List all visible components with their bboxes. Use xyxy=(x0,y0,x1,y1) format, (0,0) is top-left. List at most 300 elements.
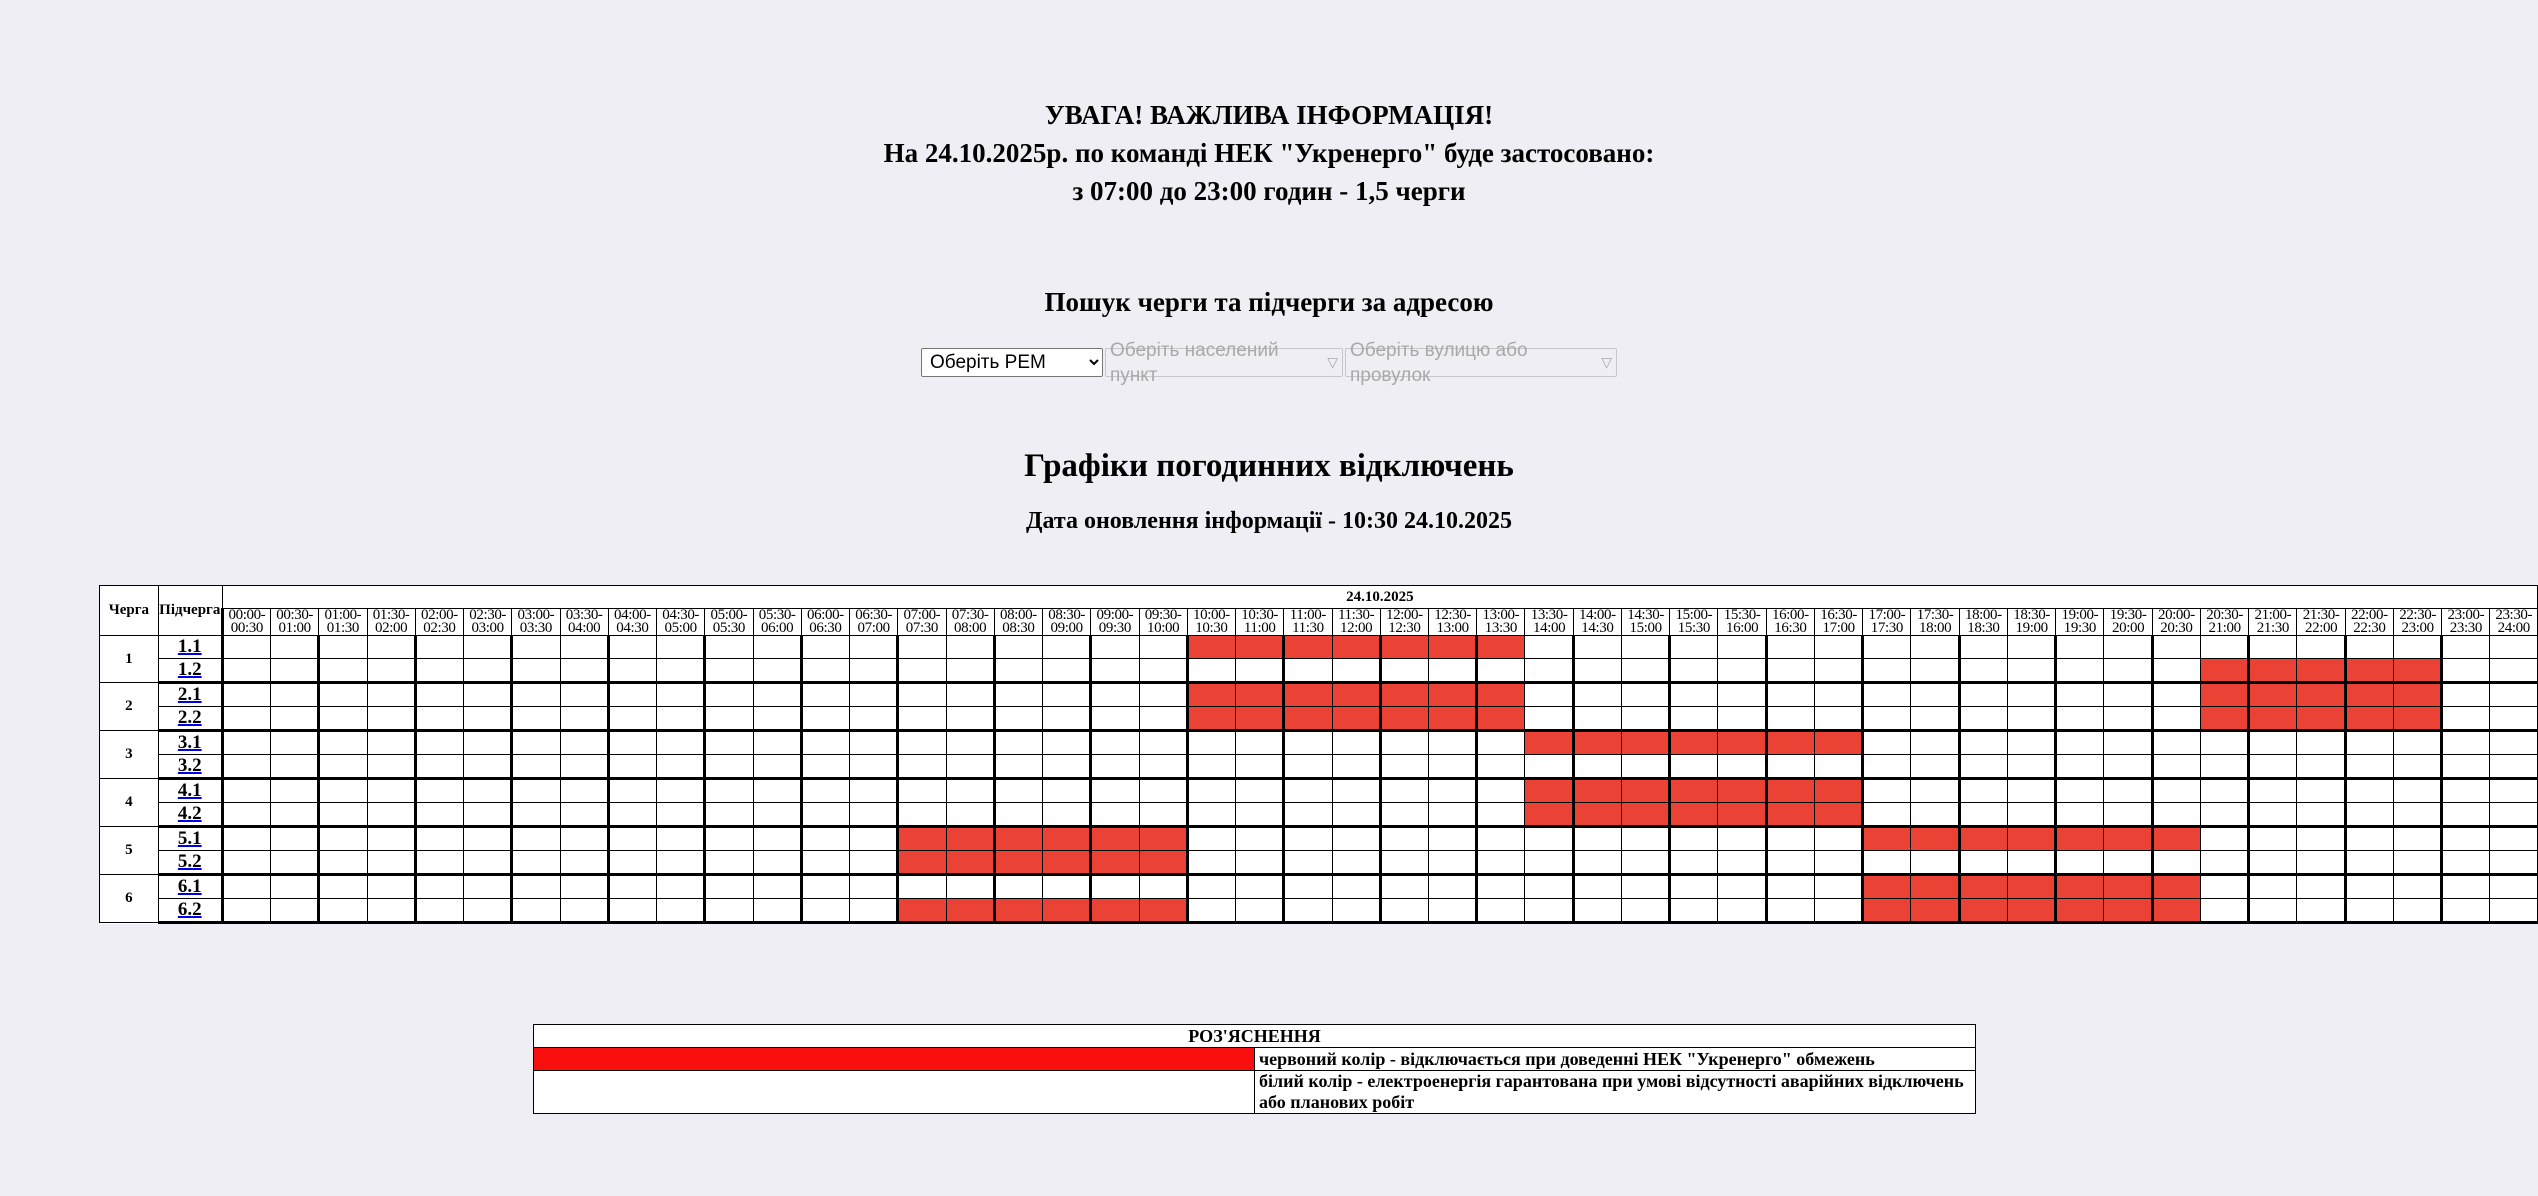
time-slot-header: 22:30- 23:00 xyxy=(2393,609,2441,636)
power-on-cell xyxy=(1814,827,1862,851)
power-on-cell xyxy=(2442,659,2490,683)
power-on-cell xyxy=(222,636,270,659)
time-slot-header: 03:00- 03:30 xyxy=(512,609,560,636)
outage-cell xyxy=(1043,899,1091,923)
power-on-cell xyxy=(850,875,898,899)
outage-cell xyxy=(2104,875,2152,899)
subqueue-link[interactable]: 3.1 xyxy=(177,732,202,753)
power-on-cell xyxy=(2442,899,2490,923)
power-on-cell xyxy=(994,659,1042,683)
announcement-line-2: На 24.10.2025р. по команді НЕК "Укренерго" буде застосовано: xyxy=(883,138,1655,168)
power-on-cell xyxy=(1428,851,1476,875)
power-on-cell xyxy=(1043,803,1091,827)
power-on-cell xyxy=(1959,779,2007,803)
outage-cell xyxy=(1573,779,1621,803)
subqueue-link[interactable]: 5.2 xyxy=(177,851,202,872)
schedule-update-date: Дата оновлення інформації - 10:30 24.10.2025 xyxy=(1025,508,1513,534)
time-slot-header: 21:00- 21:30 xyxy=(2249,609,2297,636)
power-on-cell xyxy=(1284,731,1332,755)
power-on-cell xyxy=(1863,683,1911,707)
outage-cell xyxy=(1621,731,1669,755)
power-on-cell xyxy=(271,899,319,923)
power-on-cell xyxy=(1718,636,1766,659)
subqueue-cell[interactable] xyxy=(158,899,222,923)
outage-cell xyxy=(2007,899,2055,923)
outage-cell xyxy=(2249,707,2297,731)
subqueue-cell[interactable] xyxy=(158,731,222,755)
power-on-cell xyxy=(1621,636,1669,659)
subqueue-link[interactable]: 3.2 xyxy=(177,755,202,776)
power-on-cell xyxy=(2200,851,2248,875)
legend-title: РОЗ'ЯСНЕННЯ xyxy=(534,1025,1976,1048)
subqueue-cell[interactable] xyxy=(158,707,222,731)
power-on-cell xyxy=(1428,803,1476,827)
power-on-cell xyxy=(1718,827,1766,851)
power-on-cell xyxy=(1043,755,1091,779)
power-on-cell xyxy=(271,683,319,707)
power-on-cell xyxy=(512,803,560,827)
power-on-cell xyxy=(1621,827,1669,851)
power-on-cell xyxy=(2345,803,2393,827)
subqueue-cell[interactable] xyxy=(158,636,222,659)
time-slot-header: 13:00- 13:30 xyxy=(1477,609,1525,636)
subqueue-cell[interactable] xyxy=(158,827,222,851)
street-select[interactable] xyxy=(1345,339,1617,386)
power-on-cell xyxy=(2442,803,2490,827)
power-on-cell xyxy=(850,827,898,851)
power-on-cell xyxy=(1814,851,1862,875)
outage-cell xyxy=(946,827,994,851)
power-on-cell xyxy=(271,851,319,875)
power-on-cell xyxy=(898,683,946,707)
power-on-cell xyxy=(1573,875,1621,899)
power-on-cell xyxy=(1525,827,1573,851)
power-on-cell xyxy=(1428,755,1476,779)
outage-cell xyxy=(1332,683,1380,707)
power-on-cell xyxy=(753,755,801,779)
power-on-cell xyxy=(1043,636,1091,659)
power-on-cell xyxy=(512,755,560,779)
power-on-cell xyxy=(1670,875,1718,899)
time-slot-header: 11:00- 11:30 xyxy=(1284,609,1332,636)
subqueue-cell[interactable] xyxy=(158,755,222,779)
power-on-cell xyxy=(657,803,705,827)
power-on-cell xyxy=(2442,779,2490,803)
subqueue-cell[interactable] xyxy=(158,683,222,707)
power-on-cell xyxy=(1139,707,1187,731)
time-slot-header: 11:30- 12:00 xyxy=(1332,609,1380,636)
power-on-cell xyxy=(1573,659,1621,683)
power-on-cell xyxy=(2345,851,2393,875)
power-on-cell xyxy=(1814,636,1862,659)
outage-cell xyxy=(1428,707,1476,731)
power-on-cell xyxy=(1332,851,1380,875)
outage-cell xyxy=(2152,899,2200,923)
power-on-cell xyxy=(2007,731,2055,755)
power-on-cell xyxy=(801,636,849,659)
announcement-line-3: з 07:00 до 23:00 годин - 1,5 черги xyxy=(1072,176,1466,206)
power-on-cell xyxy=(2007,707,2055,731)
street-select-label: Оберіть вулицю або провулок xyxy=(1350,339,1528,386)
time-slot-header: 22:00- 22:30 xyxy=(2345,609,2393,636)
schedule-slot-row xyxy=(100,609,2538,636)
power-on-cell xyxy=(560,707,608,731)
power-on-cell xyxy=(222,827,270,851)
rem-select[interactable] xyxy=(921,348,1103,377)
schedule-row xyxy=(100,875,2538,899)
power-on-cell xyxy=(1043,707,1091,731)
schedule-row xyxy=(100,755,2538,779)
power-on-cell xyxy=(850,683,898,707)
subqueue-link[interactable]: 5.1 xyxy=(177,828,202,849)
power-on-cell xyxy=(319,683,367,707)
power-on-cell xyxy=(560,827,608,851)
power-on-cell xyxy=(2345,875,2393,899)
power-on-cell xyxy=(1863,779,1911,803)
power-on-cell xyxy=(367,875,415,899)
power-on-cell xyxy=(1236,731,1284,755)
power-on-cell xyxy=(1139,731,1187,755)
outage-cell xyxy=(1911,875,1959,899)
outage-cell xyxy=(1139,827,1187,851)
power-on-cell xyxy=(946,755,994,779)
power-on-cell xyxy=(1236,755,1284,779)
power-on-cell xyxy=(367,851,415,875)
subqueue-link[interactable]: 1.1 xyxy=(177,636,202,657)
power-on-cell xyxy=(1236,659,1284,683)
power-on-cell xyxy=(2007,755,2055,779)
time-slot-header: 23:30- 24:00 xyxy=(2490,609,2538,636)
power-on-cell xyxy=(657,899,705,923)
power-on-cell xyxy=(415,731,463,755)
power-on-cell xyxy=(1863,803,1911,827)
power-on-cell xyxy=(2152,803,2200,827)
outage-cell xyxy=(1863,827,1911,851)
power-on-cell xyxy=(415,899,463,923)
outage-cell xyxy=(1525,731,1573,755)
power-on-cell xyxy=(1621,851,1669,875)
subqueue-link[interactable]: 1.2 xyxy=(177,659,202,680)
power-on-cell xyxy=(2490,803,2538,827)
outage-cell xyxy=(1718,803,1766,827)
outage-cell xyxy=(994,899,1042,923)
power-on-cell xyxy=(1139,803,1187,827)
outage-cell xyxy=(1670,803,1718,827)
power-on-cell xyxy=(1477,731,1525,755)
power-on-cell xyxy=(2490,899,2538,923)
power-on-cell xyxy=(1670,659,1718,683)
power-on-cell xyxy=(464,731,512,755)
schedule-date-row xyxy=(100,586,2538,609)
power-on-cell xyxy=(464,875,512,899)
power-on-cell xyxy=(2056,755,2104,779)
power-on-cell xyxy=(753,851,801,875)
power-on-cell xyxy=(1911,683,1959,707)
power-on-cell xyxy=(608,731,656,755)
power-on-cell xyxy=(898,875,946,899)
time-slot-header: 20:30- 21:00 xyxy=(2200,609,2248,636)
power-on-cell xyxy=(608,899,656,923)
outage-cell xyxy=(2345,659,2393,683)
power-on-cell xyxy=(367,683,415,707)
outage-cell xyxy=(1525,803,1573,827)
power-on-cell xyxy=(994,875,1042,899)
power-on-cell xyxy=(1959,803,2007,827)
outage-cell xyxy=(1380,707,1428,731)
power-on-cell xyxy=(319,827,367,851)
power-on-cell xyxy=(512,683,560,707)
queue-number: 3 xyxy=(100,731,159,779)
power-on-cell xyxy=(657,755,705,779)
power-on-cell xyxy=(415,659,463,683)
subqueue-link[interactable]: 2.2 xyxy=(177,707,202,728)
schedule-table-container xyxy=(99,585,2538,924)
power-on-cell xyxy=(946,659,994,683)
schedule-row xyxy=(100,731,2538,755)
subqueue-cell[interactable] xyxy=(158,659,222,683)
power-on-cell xyxy=(2056,803,2104,827)
power-on-cell xyxy=(2393,899,2441,923)
settlement-select[interactable] xyxy=(1105,339,1343,386)
power-on-cell xyxy=(2249,803,2297,827)
subqueue-link[interactable]: 4.2 xyxy=(177,803,202,824)
time-slot-header: 12:00- 12:30 xyxy=(1380,609,1428,636)
outage-cell xyxy=(1091,851,1139,875)
power-on-cell xyxy=(801,731,849,755)
power-on-cell xyxy=(1187,851,1235,875)
power-on-cell xyxy=(222,779,270,803)
power-on-cell xyxy=(464,899,512,923)
subqueue-cell[interactable] xyxy=(158,851,222,875)
power-on-cell xyxy=(1863,731,1911,755)
power-on-cell xyxy=(898,779,946,803)
power-on-cell xyxy=(1284,875,1332,899)
power-on-cell xyxy=(1477,779,1525,803)
outage-cell xyxy=(1332,707,1380,731)
power-on-cell xyxy=(2007,636,2055,659)
power-on-cell xyxy=(2345,731,2393,755)
subqueue-cell[interactable] xyxy=(158,779,222,803)
power-on-cell xyxy=(801,875,849,899)
power-on-cell xyxy=(1959,731,2007,755)
search-section-title: Пошук черги та підчерги за адресою xyxy=(1044,287,1494,317)
outage-cell xyxy=(1091,827,1139,851)
power-on-cell xyxy=(946,875,994,899)
power-on-cell xyxy=(994,683,1042,707)
schedule-table xyxy=(99,585,2538,924)
power-on-cell xyxy=(1428,779,1476,803)
power-on-cell xyxy=(850,707,898,731)
power-on-cell xyxy=(2297,851,2345,875)
power-on-cell xyxy=(2393,636,2441,659)
power-on-cell xyxy=(2007,779,2055,803)
time-slot-header: 18:00- 18:30 xyxy=(1959,609,2007,636)
power-on-cell xyxy=(1428,827,1476,851)
power-on-cell xyxy=(2104,803,2152,827)
outage-cell xyxy=(1621,803,1669,827)
power-on-cell xyxy=(1718,851,1766,875)
power-on-cell xyxy=(1525,755,1573,779)
power-on-cell xyxy=(560,659,608,683)
power-on-cell xyxy=(1284,803,1332,827)
power-on-cell xyxy=(1670,707,1718,731)
power-on-cell xyxy=(1911,803,1959,827)
power-on-cell xyxy=(1959,683,2007,707)
power-on-cell xyxy=(850,899,898,923)
search-controls xyxy=(0,339,2538,386)
power-on-cell xyxy=(2249,899,2297,923)
subqueue-link[interactable]: 4.1 xyxy=(177,780,202,801)
power-on-cell xyxy=(1477,755,1525,779)
power-on-cell xyxy=(2249,636,2297,659)
power-on-cell xyxy=(464,707,512,731)
power-on-cell xyxy=(560,779,608,803)
power-on-cell xyxy=(2152,636,2200,659)
power-on-cell xyxy=(2056,731,2104,755)
power-on-cell xyxy=(608,851,656,875)
outage-cell xyxy=(2104,899,2152,923)
power-on-cell xyxy=(946,731,994,755)
power-on-cell xyxy=(1670,636,1718,659)
outage-cell xyxy=(1187,707,1235,731)
outage-cell xyxy=(1814,803,1862,827)
power-on-cell xyxy=(2152,755,2200,779)
power-on-cell xyxy=(946,707,994,731)
time-slot-header: 14:30- 15:00 xyxy=(1621,609,1669,636)
power-on-cell xyxy=(657,827,705,851)
power-on-cell xyxy=(1766,827,1814,851)
power-on-cell xyxy=(367,779,415,803)
outage-cell xyxy=(1043,827,1091,851)
power-on-cell xyxy=(1187,755,1235,779)
power-on-cell xyxy=(512,707,560,731)
power-on-cell xyxy=(464,659,512,683)
power-on-cell xyxy=(512,659,560,683)
power-on-cell xyxy=(464,636,512,659)
power-on-cell xyxy=(2490,731,2538,755)
power-on-cell xyxy=(2442,707,2490,731)
power-on-cell xyxy=(1766,755,1814,779)
subqueue-link[interactable]: 2.1 xyxy=(177,684,202,705)
power-on-cell xyxy=(2056,779,2104,803)
power-on-cell xyxy=(319,755,367,779)
time-slot-header: 14:00- 14:30 xyxy=(1573,609,1621,636)
subqueue-cell[interactable] xyxy=(158,803,222,827)
legend-title-row xyxy=(534,1025,1976,1048)
power-on-cell xyxy=(367,755,415,779)
power-on-cell xyxy=(512,636,560,659)
outage-cell xyxy=(1139,899,1187,923)
announcement-block xyxy=(0,96,2538,210)
power-on-cell xyxy=(1284,851,1332,875)
outage-cell xyxy=(1139,851,1187,875)
power-on-cell xyxy=(512,779,560,803)
power-on-cell xyxy=(705,803,753,827)
power-on-cell xyxy=(1332,731,1380,755)
legend-table-body xyxy=(534,1025,1976,1114)
power-on-cell xyxy=(946,683,994,707)
power-on-cell xyxy=(1091,659,1139,683)
power-on-cell xyxy=(1139,755,1187,779)
power-on-cell xyxy=(560,875,608,899)
power-on-cell xyxy=(994,707,1042,731)
power-on-cell xyxy=(1573,899,1621,923)
power-on-cell xyxy=(753,707,801,731)
power-on-cell xyxy=(1091,707,1139,731)
power-on-cell xyxy=(801,827,849,851)
time-slot-header: 08:00- 08:30 xyxy=(994,609,1042,636)
power-on-cell xyxy=(1380,851,1428,875)
outage-cell xyxy=(2056,827,2104,851)
outage-cell xyxy=(2297,659,2345,683)
power-on-cell xyxy=(850,803,898,827)
power-on-cell xyxy=(2442,683,2490,707)
power-on-cell xyxy=(1428,875,1476,899)
power-on-cell xyxy=(801,779,849,803)
power-on-cell xyxy=(1863,707,1911,731)
power-on-cell xyxy=(753,899,801,923)
time-slot-header: 09:30- 10:00 xyxy=(1139,609,1187,636)
power-on-cell xyxy=(850,779,898,803)
outage-cell xyxy=(2297,707,2345,731)
power-on-cell xyxy=(753,683,801,707)
schedule-title: Графіки погодинних відключень xyxy=(1024,448,1514,484)
power-on-cell xyxy=(2297,731,2345,755)
power-on-cell xyxy=(657,659,705,683)
power-on-cell xyxy=(367,731,415,755)
outage-cell xyxy=(898,827,946,851)
power-on-cell xyxy=(657,707,705,731)
subqueue-link[interactable]: 6.2 xyxy=(177,899,202,920)
power-on-cell xyxy=(2490,659,2538,683)
outage-cell xyxy=(1332,636,1380,659)
power-on-cell xyxy=(1380,779,1428,803)
power-on-cell xyxy=(271,636,319,659)
outage-cell xyxy=(2249,683,2297,707)
outage-cell xyxy=(2393,683,2441,707)
power-on-cell xyxy=(2393,803,2441,827)
power-on-cell xyxy=(994,636,1042,659)
subqueue-cell[interactable] xyxy=(158,875,222,899)
outage-cell xyxy=(1477,636,1525,659)
schedule-row xyxy=(100,779,2538,803)
power-on-cell xyxy=(2249,731,2297,755)
subqueue-link[interactable]: 6.1 xyxy=(177,876,202,897)
power-on-cell xyxy=(1863,636,1911,659)
outage-cell xyxy=(1718,731,1766,755)
power-on-cell xyxy=(608,779,656,803)
time-slot-header: 19:00- 19:30 xyxy=(2056,609,2104,636)
power-on-cell xyxy=(705,899,753,923)
power-on-cell xyxy=(271,755,319,779)
power-on-cell xyxy=(801,683,849,707)
power-on-cell xyxy=(1766,899,1814,923)
power-on-cell xyxy=(1718,683,1766,707)
outage-cell xyxy=(1718,779,1766,803)
power-on-cell xyxy=(2200,755,2248,779)
power-on-cell xyxy=(319,707,367,731)
power-on-cell xyxy=(1236,779,1284,803)
queue-number: 6 xyxy=(100,875,159,923)
power-on-cell xyxy=(801,755,849,779)
outage-cell xyxy=(1284,683,1332,707)
power-on-cell xyxy=(2442,731,2490,755)
power-on-cell xyxy=(319,731,367,755)
power-on-cell xyxy=(2200,636,2248,659)
power-on-cell xyxy=(2490,779,2538,803)
power-on-cell xyxy=(1959,636,2007,659)
outage-cell xyxy=(1814,779,1862,803)
